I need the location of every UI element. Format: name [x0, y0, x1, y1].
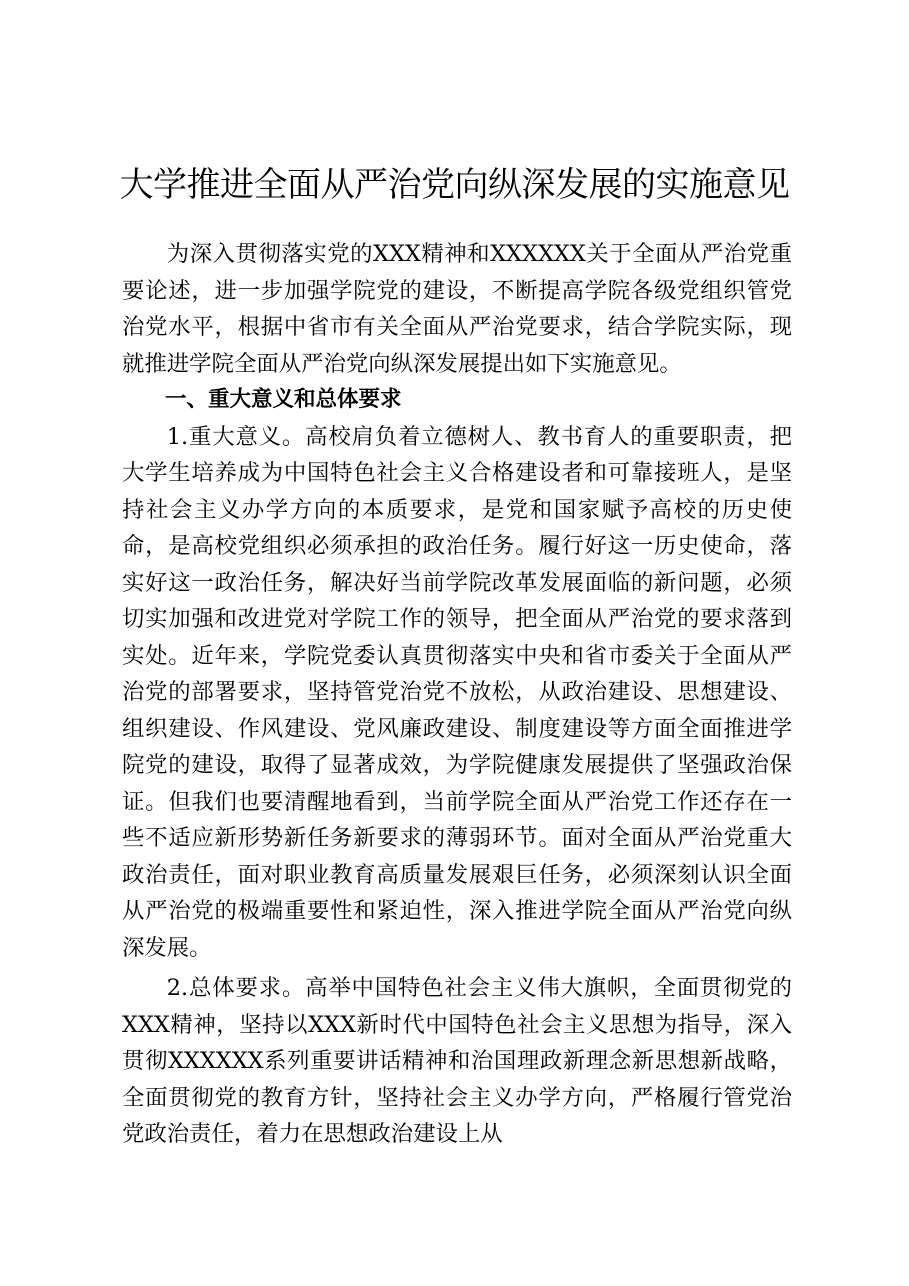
document-title: 大学推进全面从严治党向纵深发展的实施意见 [119, 165, 790, 205]
paragraph-significance: 1.重大意义。高校肩负着立德树人、教书育人的重要职责，把大学生培养成为中国特色社会主义合格建设者和可靠接班人，是坚持社会主义办学方向的本质要求，是党和国家赋予高校的历史使命，是高校党组织必须承担的政治任务。履行好这一历史使命，落实好这一政治任务，解决好当前学院改革发展面临的新问题，必须切实加强和改进党对学院工作的领导，把全面从严治党的要求落到实处。近年来，学院党委认真贯彻落实中央和省市委关于全面从严治党的部署要求，坚持管党治党不放松，从政治建设、思想建设、组织建设、作风建设、党风廉政建设、制度建设等方面全面推进学院党的建设，取得了显著成效，为学院健康发展提供了坚强政治保证。但我们也要清醒地看到，当前学院全面从严治党工作还存在一些不适应新形势新任务新要求的薄弱环节。面对全面从严治党重大政治责任，面对职业教育高质量发展艰巨任务，必须深刻认识全面从严治党的极端重要性和紧迫性，深入推进学院全面从严治党向纵深发展。 [122, 423, 792, 961]
section-heading: 一、重大意义和总体要求 [165, 387, 402, 412]
document-body [122, 236, 792, 1153]
paragraph-requirements: 2.总体要求。高举中国特色社会主义伟大旗帜，全面贯彻党的XXX精神，坚持以XXX新时代中国特色社会主义思想为指导，深入贯彻XXXXXX系列重要讲话精神和治国理政新理念新思想新战略，全面贯彻党的教育方针，坚持社会主义办学方向，严格履行管党治党政治责任，着力在思想政治建设上从 [122, 975, 792, 1147]
intro-paragraph: 为深入贯彻落实党的XXX精神和XXXXXX关于全面从严治党重要论述，进一步加强学院党的建设，不断提高学院各级党组织管党治党水平，根据中省市有关全面从严治党要求，结合学院实际，现就推进学院全面从严治党向纵深发展提出如下实施意见。 [122, 241, 792, 377]
